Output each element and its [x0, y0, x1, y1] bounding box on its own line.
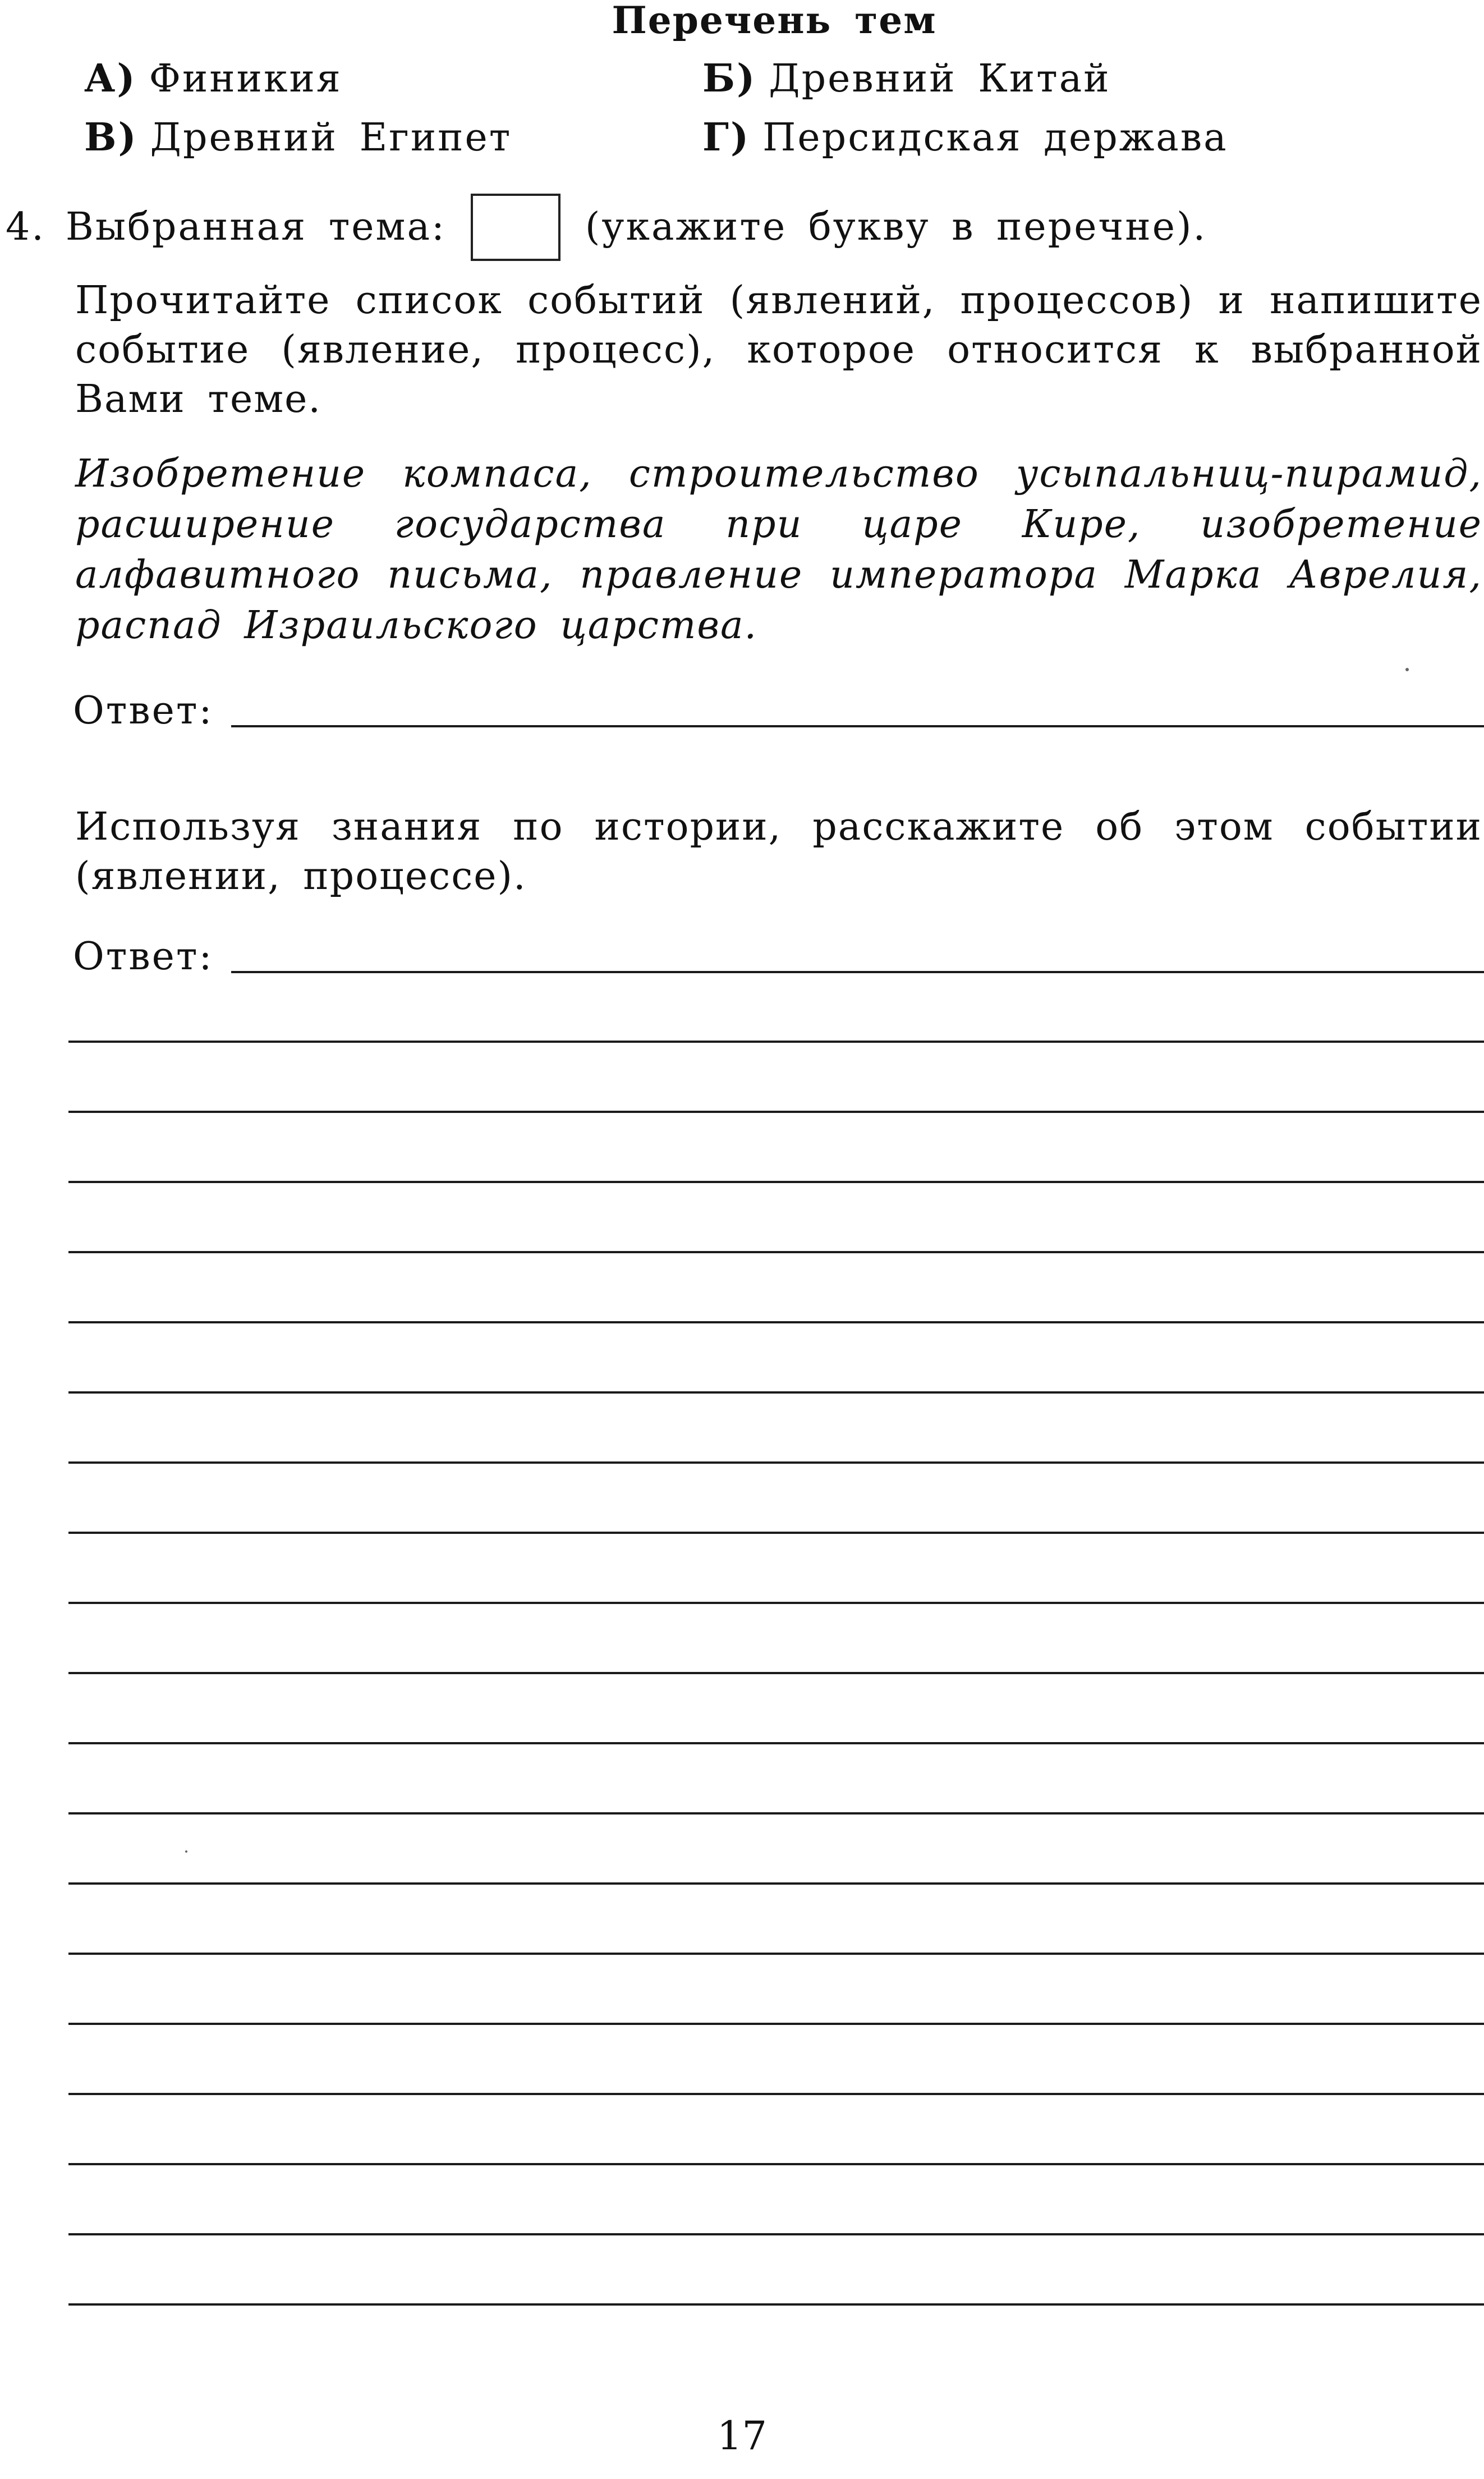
chosen-topic-label: Выбранная тема: — [65, 205, 446, 249]
topic-letter: А) — [84, 56, 137, 101]
topic-letter: Б) — [702, 56, 757, 101]
answer-line[interactable] — [68, 2303, 1484, 2306]
topic-v[interactable] — [84, 115, 512, 161]
answer-line[interactable] — [68, 1882, 1484, 1885]
answer-line[interactable] — [68, 1391, 1484, 1394]
answer-line[interactable] — [68, 1041, 1484, 1043]
instruction-text-2: Используя знания по истории, расскажите об этом событии (явлении, процессе). — [75, 805, 1482, 899]
topic-name: Персидская держава — [762, 116, 1228, 160]
answer-label-2: Ответ: — [73, 934, 214, 979]
answer-line[interactable] — [68, 1321, 1484, 1323]
answer-line[interactable] — [68, 1672, 1484, 1674]
topic-name: Древний Китай — [769, 57, 1111, 101]
topic-name: Древний Египет — [150, 116, 512, 160]
answer-line-1[interactable] — [231, 725, 1484, 727]
topic-name: Финикия — [149, 57, 342, 101]
answer-line[interactable] — [68, 1461, 1484, 1464]
topic-letter: В) — [84, 115, 138, 160]
answer-line[interactable] — [68, 1111, 1484, 1113]
answer-line[interactable] — [68, 2233, 1484, 2235]
answer-line[interactable] — [68, 2093, 1484, 2095]
answer-line[interactable] — [68, 1812, 1484, 1814]
scan-speck — [1405, 668, 1409, 671]
topics-heading: Перечень тем — [612, 0, 937, 42]
question-row — [6, 194, 1207, 261]
topic-letter: Г) — [702, 115, 751, 160]
answer-line[interactable] — [68, 1602, 1484, 1604]
instruction-text: Прочитайте список событий (явлений, процессов) и напишите событие (явление, процесс), которое относится к выбранной Вами теме. — [75, 278, 1482, 421]
answer-line-2[interactable] — [231, 971, 1484, 973]
page-number: 17 — [716, 2413, 768, 2459]
answer-line[interactable] — [68, 2023, 1484, 2025]
events-list: Изобретение компаса, строительство усыпальниц-пирамид, расширение государства при царе Кире, изобретение алфавитного письма, правление императора Марка Аврелия, распад Израильского царства. — [75, 452, 1482, 648]
question-number: 4. — [6, 205, 45, 249]
answer-line[interactable] — [68, 2163, 1484, 2165]
scan-speck — [185, 1850, 187, 1853]
answer-line[interactable] — [68, 1251, 1484, 1253]
answer-line[interactable] — [68, 1953, 1484, 1955]
chosen-topic-hint: (укажите букву в перечне). — [585, 205, 1207, 249]
topic-a[interactable] — [84, 56, 342, 102]
topic-b[interactable] — [702, 56, 1111, 102]
answer-line[interactable] — [68, 1742, 1484, 1744]
answer-line[interactable] — [68, 1532, 1484, 1534]
chosen-topic-input-box[interactable] — [471, 194, 560, 261]
topic-g[interactable] — [702, 115, 1228, 161]
answer-label-1: Ответ: — [73, 689, 214, 733]
answer-line[interactable] — [68, 1181, 1484, 1183]
